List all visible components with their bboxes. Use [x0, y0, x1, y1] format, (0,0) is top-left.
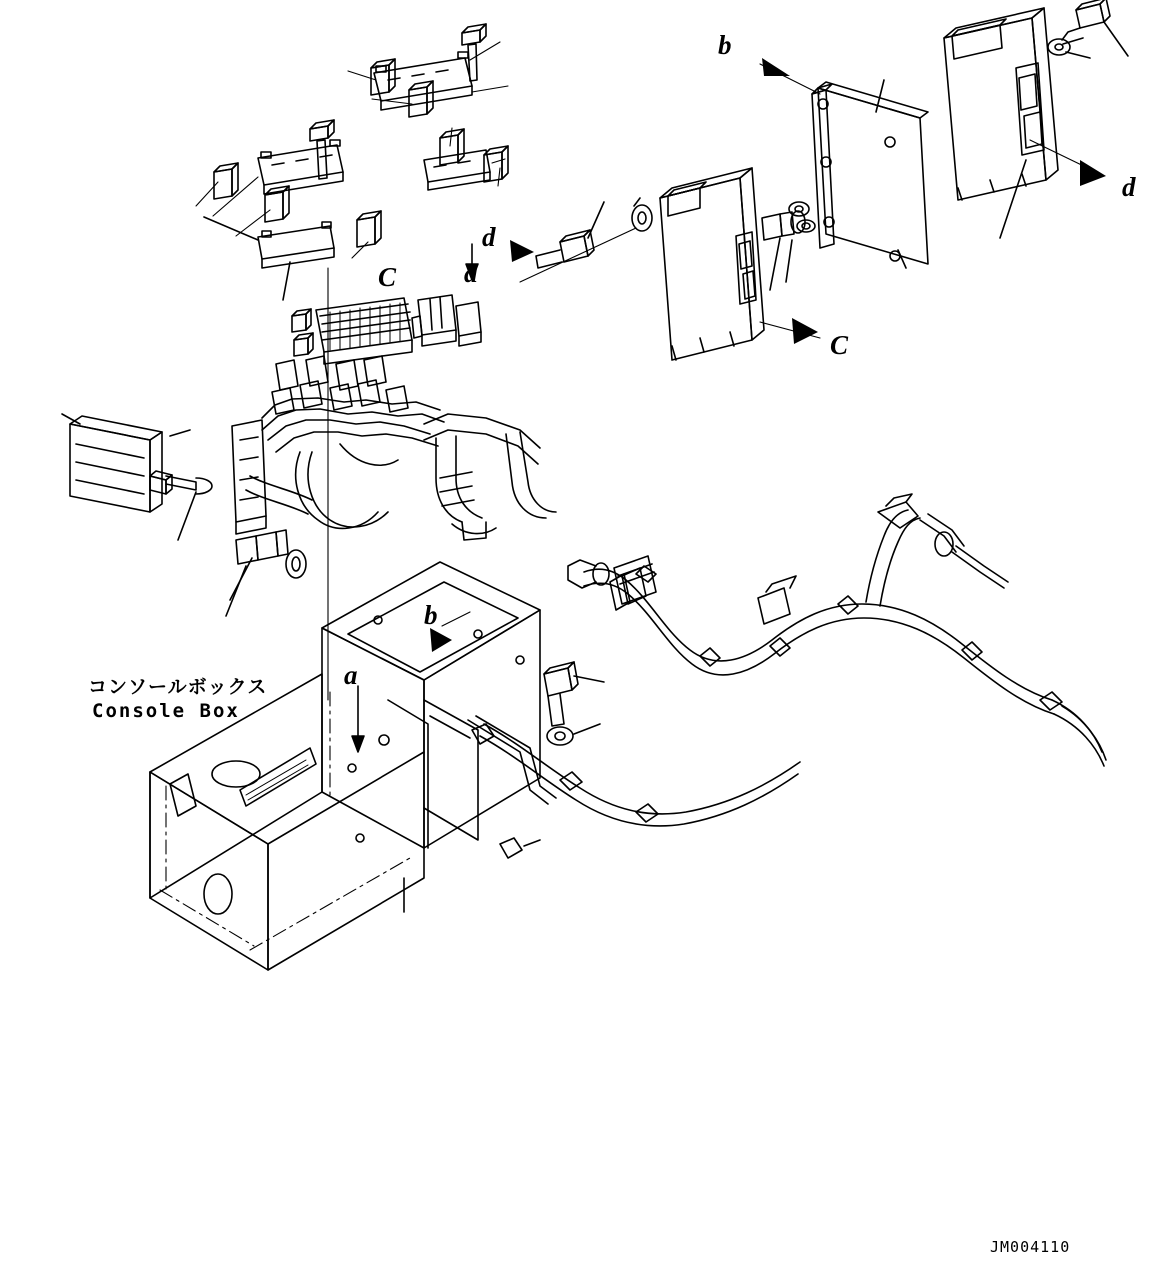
bracket-frame — [232, 420, 266, 534]
callout-c-left: C — [378, 262, 397, 292]
callout-a-mid: a — [464, 258, 478, 288]
wiring-harness-main — [568, 494, 1106, 766]
mounting-bracket-plate — [812, 80, 928, 268]
bolt-top-right — [1048, 0, 1128, 58]
controller-unit-front — [660, 168, 764, 360]
drawing-number: JM004110 — [990, 1238, 1071, 1256]
callout-b-console: b — [424, 600, 438, 630]
wiring-harness-lower — [472, 724, 800, 858]
hose-assembly — [424, 414, 556, 540]
fuse-block-assembly — [292, 295, 481, 364]
console-label-en: Console Box — [92, 700, 240, 722]
relay-board-3 — [424, 129, 508, 190]
console-box-frame — [150, 562, 556, 970]
hose-fitting-left — [226, 530, 306, 616]
callout-c-right: C — [830, 330, 849, 360]
console-label-jp: コンソールボックス — [88, 676, 268, 698]
wiring-harness-upper — [246, 356, 444, 528]
bolt-console — [544, 662, 604, 745]
callout-a-console: a — [344, 660, 358, 690]
heat-sink-bracket — [62, 414, 212, 540]
mounting-rail — [204, 217, 334, 300]
callout-b-top: b — [718, 30, 732, 60]
connector-single — [357, 211, 381, 247]
controller-unit-rear — [944, 8, 1058, 238]
callout-d-top-right: d — [1122, 172, 1136, 202]
relay-board-1 — [371, 24, 486, 117]
callout-d-mid: d — [482, 222, 496, 252]
relay-board-2 — [214, 120, 343, 222]
bolt-center — [536, 198, 652, 268]
